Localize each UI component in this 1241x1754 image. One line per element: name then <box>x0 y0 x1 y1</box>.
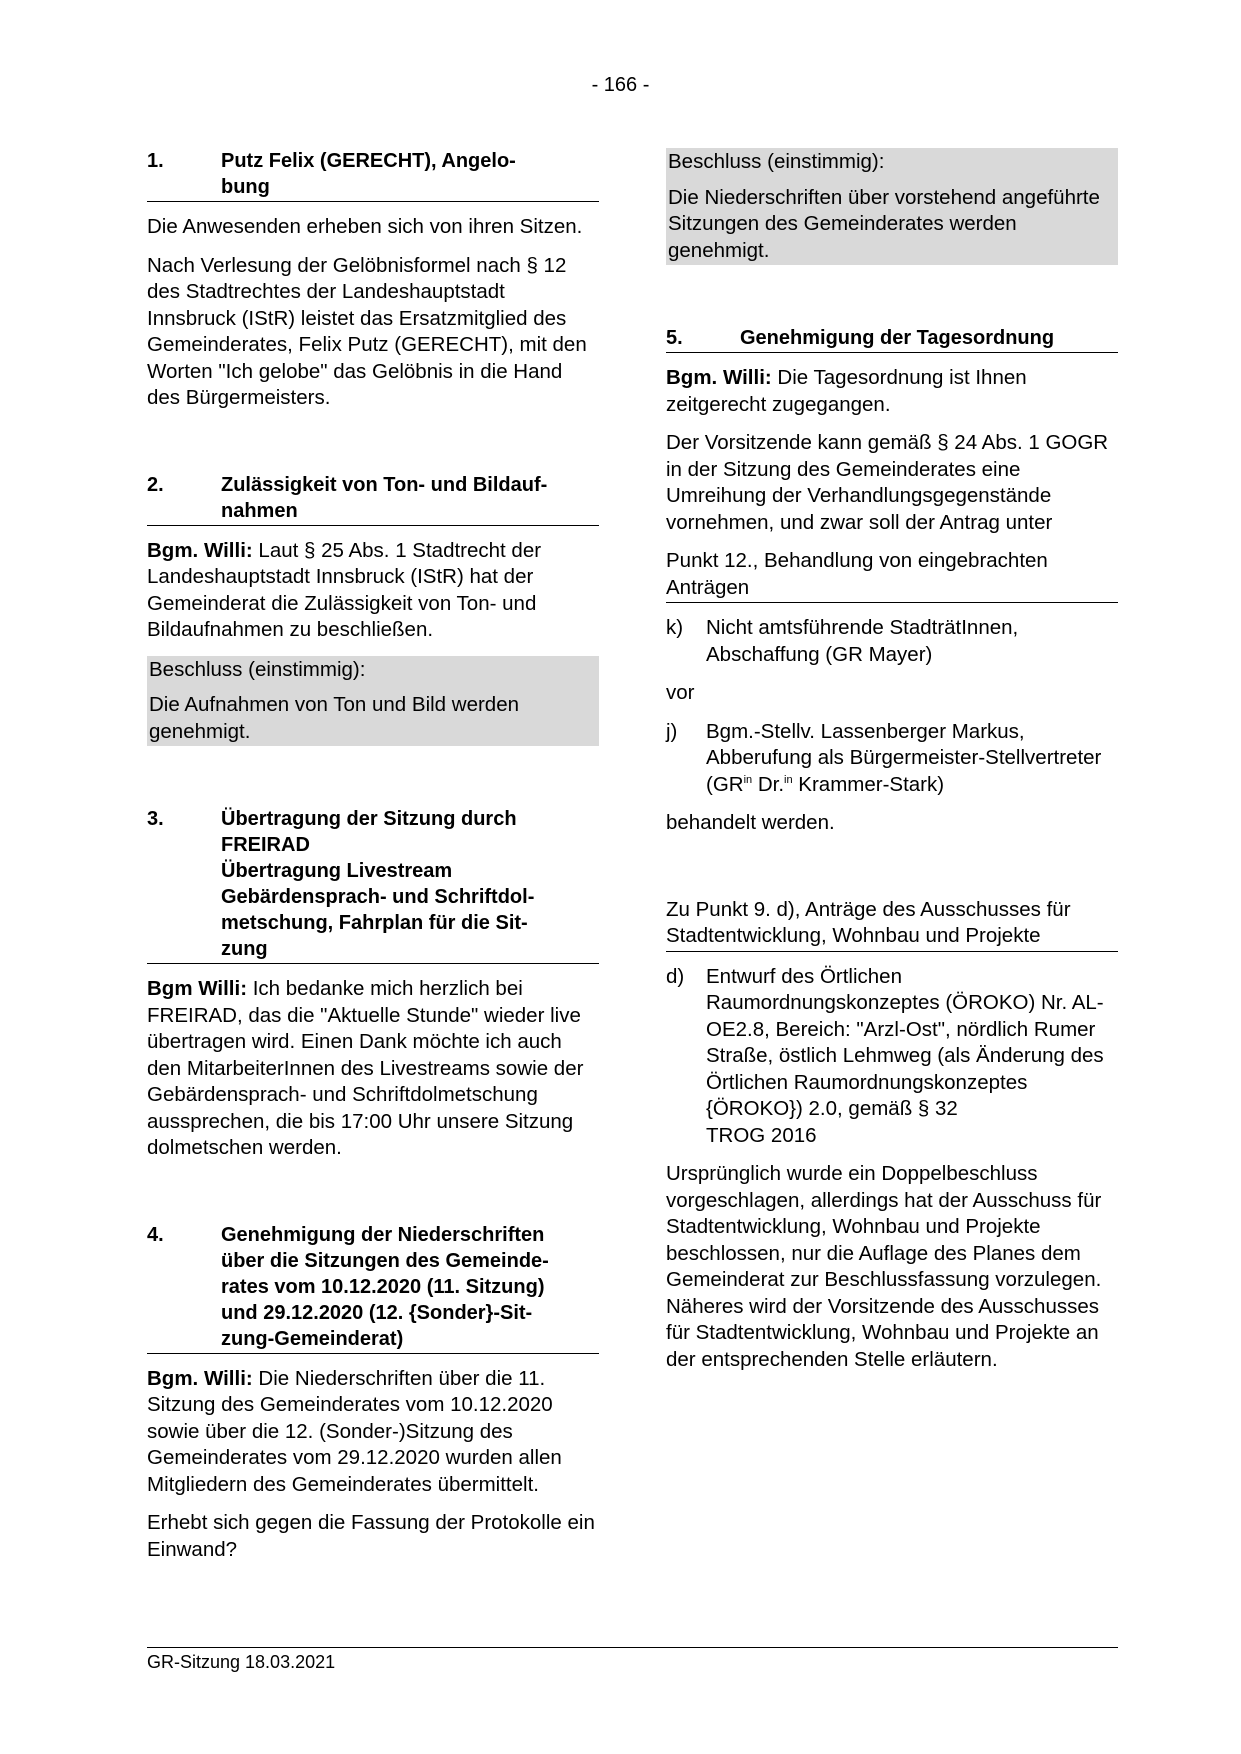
section-heading-1 <box>147 148 599 202</box>
list-item <box>666 615 1118 668</box>
speaker-name: Bgm Willi: <box>147 977 248 1000</box>
section-heading-3 <box>147 806 599 964</box>
paragraph: Bgm. Willi: Die Niederschriften über die 11. Sitzung des Gemeinderates vom 10.12.2020 sowie über die 12. (Sonder-)Sitzung des Gemeinderates vom 29.12.2020 wurden allen Mitgliedern des Gemeinderates übermittelt. <box>147 1366 562 1496</box>
right-column <box>666 148 1118 1373</box>
left-column <box>147 148 599 1563</box>
paragraph: Die Anwesenden erheben sich von ihren Sitzen. <box>147 215 583 238</box>
section-title: Zulässigkeit von Ton- und Bildauf- nahmen <box>221 473 548 522</box>
section-number: 4. <box>147 1223 164 1246</box>
list-item <box>666 719 1118 799</box>
paragraph: Bgm. Willi: Die Tagesordnung ist Ihnen zeitgerecht zugegangen. <box>666 366 1027 416</box>
speaker-name: Bgm. Willi: <box>147 1366 253 1390</box>
decision-text: Die Aufnahmen von Ton und Bild werden genehmigt. <box>149 693 520 743</box>
list-label: j) <box>666 719 678 743</box>
section-number: 3. <box>147 808 164 830</box>
decision-label: Beschluss (einstimmig): <box>668 150 885 173</box>
paragraph: Erhebt sich gegen die Fassung der Protokolle ein Einwand? <box>147 1511 595 1561</box>
agenda-point: Zu Punkt 9. d), Anträge des Ausschusses für Stadtentwicklung, Wohnbau und Projekte <box>666 897 1118 952</box>
section-title: Genehmigung der Niederschriften über die Sitzungen des Gemeinde- rates vom 10.12.2020 (11. Sitzung) und 29.12.2020 (12. {Sonder}-Sit- zung-Gemeinderat) <box>221 1223 549 1350</box>
section-heading-2 <box>147 472 599 526</box>
list-item <box>666 964 1118 1150</box>
list-text: Nicht amtsführende StadträtInnen, Abschaffung (GR Mayer) <box>706 616 1019 666</box>
section-heading-4 <box>147 1222 599 1354</box>
list-label: d) <box>666 964 685 988</box>
section-title: Putz Felix (GERECHT), Angelo- bung <box>221 150 516 198</box>
speaker-name: Bgm. Willi: <box>147 538 253 562</box>
decision-label: Beschluss (einstimmig): <box>149 657 366 681</box>
section-number: 2. <box>147 473 164 496</box>
paragraph: Ursprünglich wurde ein Doppelbeschluss vorgeschlagen, allerdings hat der Ausschuss für Stadtentwicklung, Wohnbau und Projekte beschlossen, nur die Auflage des Planes dem Gemeinderat zur Beschlussfassung vorzulegen. Näheres wird der Vorsitzende des Ausschusses für Stadtentwicklung, Wohnbau und Projekte an der entsprechenden Stelle erläutern. <box>666 1162 1102 1371</box>
decision-text: Die Niederschriften über vorstehend angeführte Sitzungen des Gemeinderates werden genehmigt. <box>668 185 1100 262</box>
section-number: 5. <box>666 327 683 349</box>
speaker-name: Bgm. Willi: <box>666 366 772 389</box>
paragraph: vor <box>666 681 695 704</box>
decision-box <box>666 148 1118 265</box>
agenda-point: Punkt 12., Behandlung von eingebrachten Anträgen <box>666 548 1118 603</box>
decision-box <box>147 656 599 747</box>
footer-divider <box>147 1647 1118 1648</box>
page-number: - 166 - <box>591 74 650 96</box>
list-text: Bgm.-Stellv. Lassenberger Markus, Abberufung als Bürgermeister-Stellvertreter ($GR^{in}$ Dr.$^{in}$ Krammer-Stark) <box>706 719 1102 796</box>
paragraph: Nach Verlesung der Gelöbnisformel nach § 12 des Stadtrechtes der Landeshauptstadt Innsbruck (IStR) leistet das Ersatzmitglied des Gemeinderates, Felix Putz (GERECHT), mit den Worten "Ich gelobe" das Gelöbnis in die Hand des Bürgermeisters. <box>147 253 587 409</box>
paragraph: Bgm Willi: Ich bedanke mich herzlich bei FREIRAD, das die "Aktuelle Stunde" wieder live übertragen wird. Einen Dank möchte ich auch den MitarbeiterInnen des Livestreams sowie der Gebärdensprach- und Schriftdolmetschung aussprechen, die bis 17:00 Uhr unsere Sitzung dolmetschen werden. <box>147 977 584 1159</box>
list-label: k) <box>666 616 684 639</box>
list-text: Entwurf des Örtlichen Raumordnungskonzeptes (ÖROKO) Nr. AL-OE2.8, Bereich: "Arzl-Ost", nördlich Rumer Straße, östlich Lehmweg (als Änderung des Örtlichen Raumordnungskonzeptes {ÖROKO}) 2.0, gemäß § 32 TROG 2016 <box>706 964 1104 1147</box>
footer-text: GR-Sitzung 18.03.2021 <box>147 1652 336 1672</box>
paragraph: Bgm. Willi: Laut § 25 Abs. 1 Stadtrecht der Landeshauptstadt Innsbruck (IStR) hat der Gemeinderat die Zulässigkeit von Ton- und Bildaufnahmen zu beschließen. <box>147 538 542 641</box>
paragraph: Der Vorsitzende kann gemäß § 24 Abs. 1 GOGR in der Sitzung des Gemeinderates eine Umreihung der Verhandlungsgegenstände vornehmen, und zwar soll der Antrag unter <box>666 431 1109 534</box>
section-number: 1. <box>147 150 164 172</box>
paragraph: behandelt werden. <box>666 811 835 834</box>
section-title: Übertragung der Sitzung durch FREIRAD Übertragung Livestream Gebärdensprach- und Schriftdol- metschung, Fahrplan für die Sit- zung <box>221 808 535 960</box>
section-heading-5 <box>666 325 1118 353</box>
section-title: Genehmigung der Tagesordnung <box>740 327 1055 349</box>
